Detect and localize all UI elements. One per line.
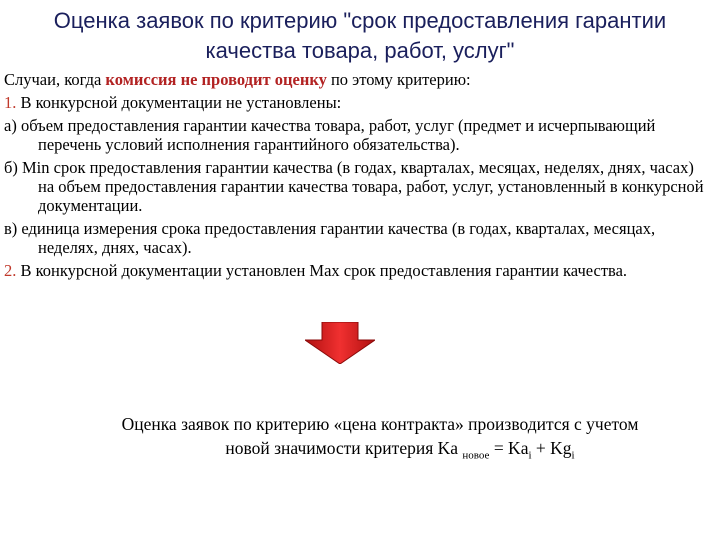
formula-plus: + Kg <box>531 438 572 458</box>
item-b-text: б) Min срок предоставления гарантии качества (в годах, кварталах, месяцах, неделях, днях, часах) на объем предоставления гарантии качества товара, работ, услуг, установленный в конкурсной документации. <box>4 158 704 215</box>
item-1-number: 1. <box>4 93 17 112</box>
conclusion-line-1: Оценка заявок по критерию «цена контракта» производится с учетом <box>121 414 639 434</box>
intro-before: Случаи, когда <box>4 70 106 89</box>
down-arrow-icon <box>305 322 375 364</box>
item-b <box>4 158 704 215</box>
slide-title <box>20 6 700 66</box>
intro-paragraph <box>4 70 704 89</box>
item-1 <box>4 93 704 112</box>
title-line-2: качества товара, работ, услуг" <box>205 38 515 63</box>
formula-sub-i2: i <box>571 449 575 462</box>
slide-body <box>4 70 704 284</box>
item-v-text: в) единица измерения срока предоставления гарантии качества (в годах, кварталах, месяцах, неделях, днях, часах). <box>4 219 656 257</box>
formula-sub-i1: i <box>528 449 532 462</box>
item-v <box>4 219 704 257</box>
intro-after: по этому критерию: <box>326 70 471 89</box>
item-a <box>4 116 704 154</box>
conclusion-formula <box>60 436 700 468</box>
item-2-number: 2. <box>4 261 17 280</box>
item-1-text: В конкурсной документации не установлены: <box>16 93 342 112</box>
title-line-1: Оценка заявок по критерию "срок предоставления гарантии <box>53 8 667 33</box>
intro-highlight: комиссия не проводит оценку <box>105 70 327 89</box>
item-a-text: а) объем предоставления гарантии качества товара, работ, услуг (предмет и исчерпывающий перечень условий исполнения гарантийного обязательства). <box>4 116 656 154</box>
item-2 <box>4 261 704 280</box>
formula-eq: = Ka <box>489 438 529 458</box>
item-2-text: В конкурсной документации установлен Max срок предоставления гарантии качества. <box>16 261 628 280</box>
formula-sub-new: новое <box>462 449 490 462</box>
conclusion-text <box>60 412 700 468</box>
formula-lead: новой значимости критерия Ka <box>225 438 463 458</box>
